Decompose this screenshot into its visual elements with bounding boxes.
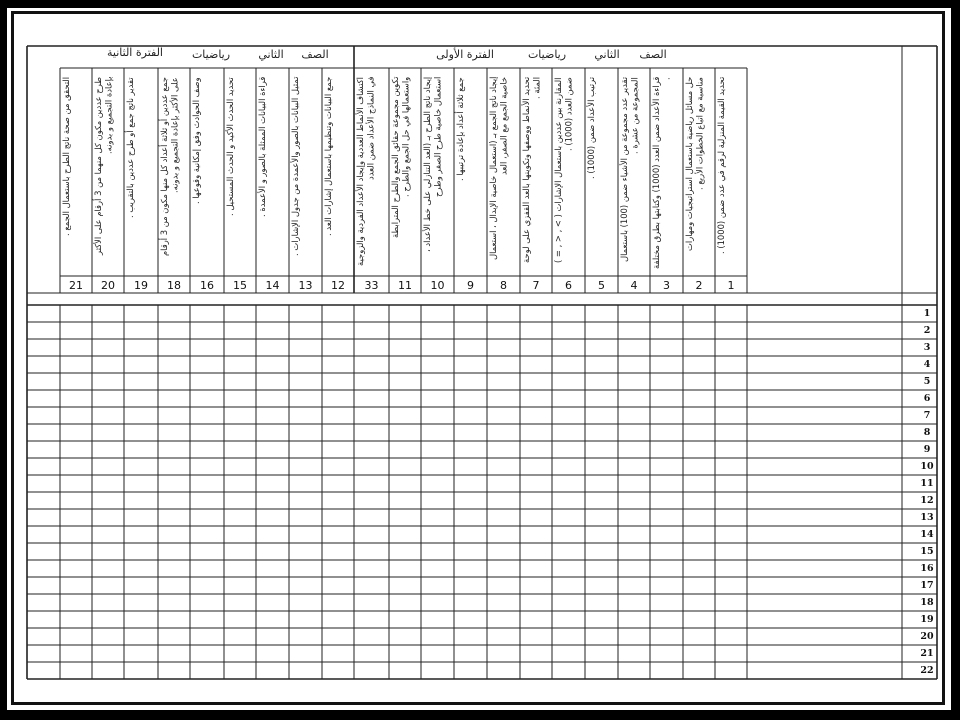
student-row-number: 4 — [923, 359, 931, 370]
objective-number: 13 — [298, 279, 313, 292]
objective-number: 9 — [467, 279, 474, 292]
student-row-number: 2 — [923, 325, 931, 336]
objective-number: 19 — [134, 279, 148, 292]
objective-text: ترتيب الأعداد ضمن (1000) . — [586, 77, 596, 180]
student-row-number: 6 — [923, 393, 931, 404]
student-row-number: 16 — [920, 563, 934, 574]
student-row-number: 3 — [923, 342, 931, 353]
objective-text: جمع البيانات وتنظيمها باستعمال إشارات العد . — [323, 77, 333, 237]
objective-number: 8 — [500, 279, 507, 292]
objective-text: تقدير ناتج جمع أو طرح عددين بالتقريب . — [125, 77, 135, 218]
objective-text: جمع عددين أو ثلاثة أعداد كل منها مكون من 3 أرقام على الأكثر بإعادة التجميع و بدونه. — [159, 77, 180, 256]
student-row-number: 19 — [920, 614, 934, 625]
objective-text: إيجاد ناتج الجمع بـ (استعمال خاصية الإبدال ، استعمال خاصية الجمع مع الصفر، العد — [488, 77, 509, 261]
period2-grade-number: الثاني — [258, 48, 284, 61]
objective-number: 7 — [532, 279, 540, 292]
objective-text: تحديد الحدث الأكيد و الحدث المستحيل . — [225, 77, 235, 216]
objective-text: طرح عددين مكون كل منهما من 3 أرقام على الأكثر بإعادة التجميع و بدونه. — [93, 77, 114, 255]
period2-title: الفترة الثانية — [107, 46, 163, 59]
objective-number: 11 — [398, 279, 412, 292]
objective-number: 14 — [265, 279, 280, 292]
objective-number: 4 — [630, 279, 638, 292]
objective-text: قراءة البيانات الممثلة بالصور و الأعمدة . — [257, 77, 267, 218]
page — [7, 8, 951, 710]
objective-text: تحديد القيمة المنزلية لرقم في عدد ضمن (1000) . — [716, 77, 726, 255]
student-row-number: 15 — [920, 546, 934, 557]
objective-number: 21 — [69, 279, 83, 292]
objective-number: 20 — [101, 279, 115, 292]
objective-text: اكتشاف الأنماط العددية وإيجاد الأعداد الفردية والزوجية في النماذج الأعداد ضمن العدد — [355, 77, 376, 266]
period2-subject: رياضيات — [191, 48, 231, 61]
student-row-number: 12 — [920, 495, 934, 506]
objective-number: 3 — [663, 279, 670, 292]
student-row-number: 5 — [923, 376, 931, 387]
period1-grade-label: الصف — [639, 48, 667, 61]
student-row-number: 21 — [920, 648, 934, 659]
objective-number: 16 — [200, 279, 214, 292]
student-row-number: 14 — [920, 529, 934, 540]
student-row-number: 7 — [923, 410, 931, 421]
period1-grade-number: الثاني — [594, 48, 620, 61]
objective-number: 15 — [233, 279, 247, 292]
objective-number: 6 — [565, 279, 572, 292]
objective-number: 1 — [727, 279, 735, 292]
period1-title: الفترة الأولى — [436, 48, 494, 61]
objective-text: وصف الحوادث وفق إمكانية وقوعها . — [191, 77, 201, 204]
student-row-number: 17 — [920, 580, 934, 591]
objective-number: 33 — [364, 279, 379, 292]
student-row-number: 13 — [920, 512, 934, 523]
objective-number: 5 — [598, 279, 605, 292]
objective-text: حل مسائل رياضية باستعمال استراتيجيات ومهارات مناسبة مع اتباع الخطوات الأربع . — [684, 77, 705, 252]
objective-text: تحديد الأنماط ووصفها وتكوينها بالعد القفزي على لوحة المئة . — [521, 77, 542, 264]
objective-number: 18 — [167, 279, 181, 292]
objective-text: جمع ثلاثة أعداد بإعادة ترتيبها . — [455, 77, 465, 181]
student-row-number: 22 — [920, 665, 934, 676]
student-row-number: 11 — [920, 478, 934, 489]
objective-number: 10 — [430, 279, 445, 292]
student-row-number: 8 — [923, 427, 931, 438]
objective-text: قراءة الأعداد ضمن العدد (1000) وكتابتها بطرق مختلفة . — [651, 77, 672, 270]
objective-text: تكوين مجموعة حقائق الجمع والطرح المترابطة واستعمالها في حل الجمع والطرح . — [390, 77, 411, 239]
period2-grade-label: الصف — [301, 48, 329, 61]
student-row-number: 9 — [923, 444, 931, 455]
objective-text: تقدير عدد مجموعة من الأشياء ضمن (100) باستعمال المجموعة من عشرة . — [619, 77, 640, 263]
student-row-number: 20 — [920, 631, 934, 642]
period1-subject: رياضيات — [527, 48, 567, 61]
student-row-number: 10 — [920, 461, 934, 472]
objective-text: التحقق من صحة ناتج الطرح باستعمال الجمع . — [61, 77, 71, 237]
objective-number: 12 — [331, 279, 345, 292]
objective-text: المقارنة بين عددين باستعمال الإشارات ( > , < , = ) ضمن العدد (1000) . — [553, 77, 574, 263]
objective-text: تمثيل البيانات بالصور والأعمدة من جدول الإشارات . — [290, 77, 300, 257]
student-row-number: 1 — [923, 308, 931, 319]
objective-text: إيجاد ناتج الطرح بـ (العد التنازلي على خط الأعداد ، استعمال خاصية طرح الصفر وطرح — [422, 77, 443, 253]
student-row-number: 18 — [920, 597, 934, 608]
objective-number: 2 — [695, 279, 703, 292]
